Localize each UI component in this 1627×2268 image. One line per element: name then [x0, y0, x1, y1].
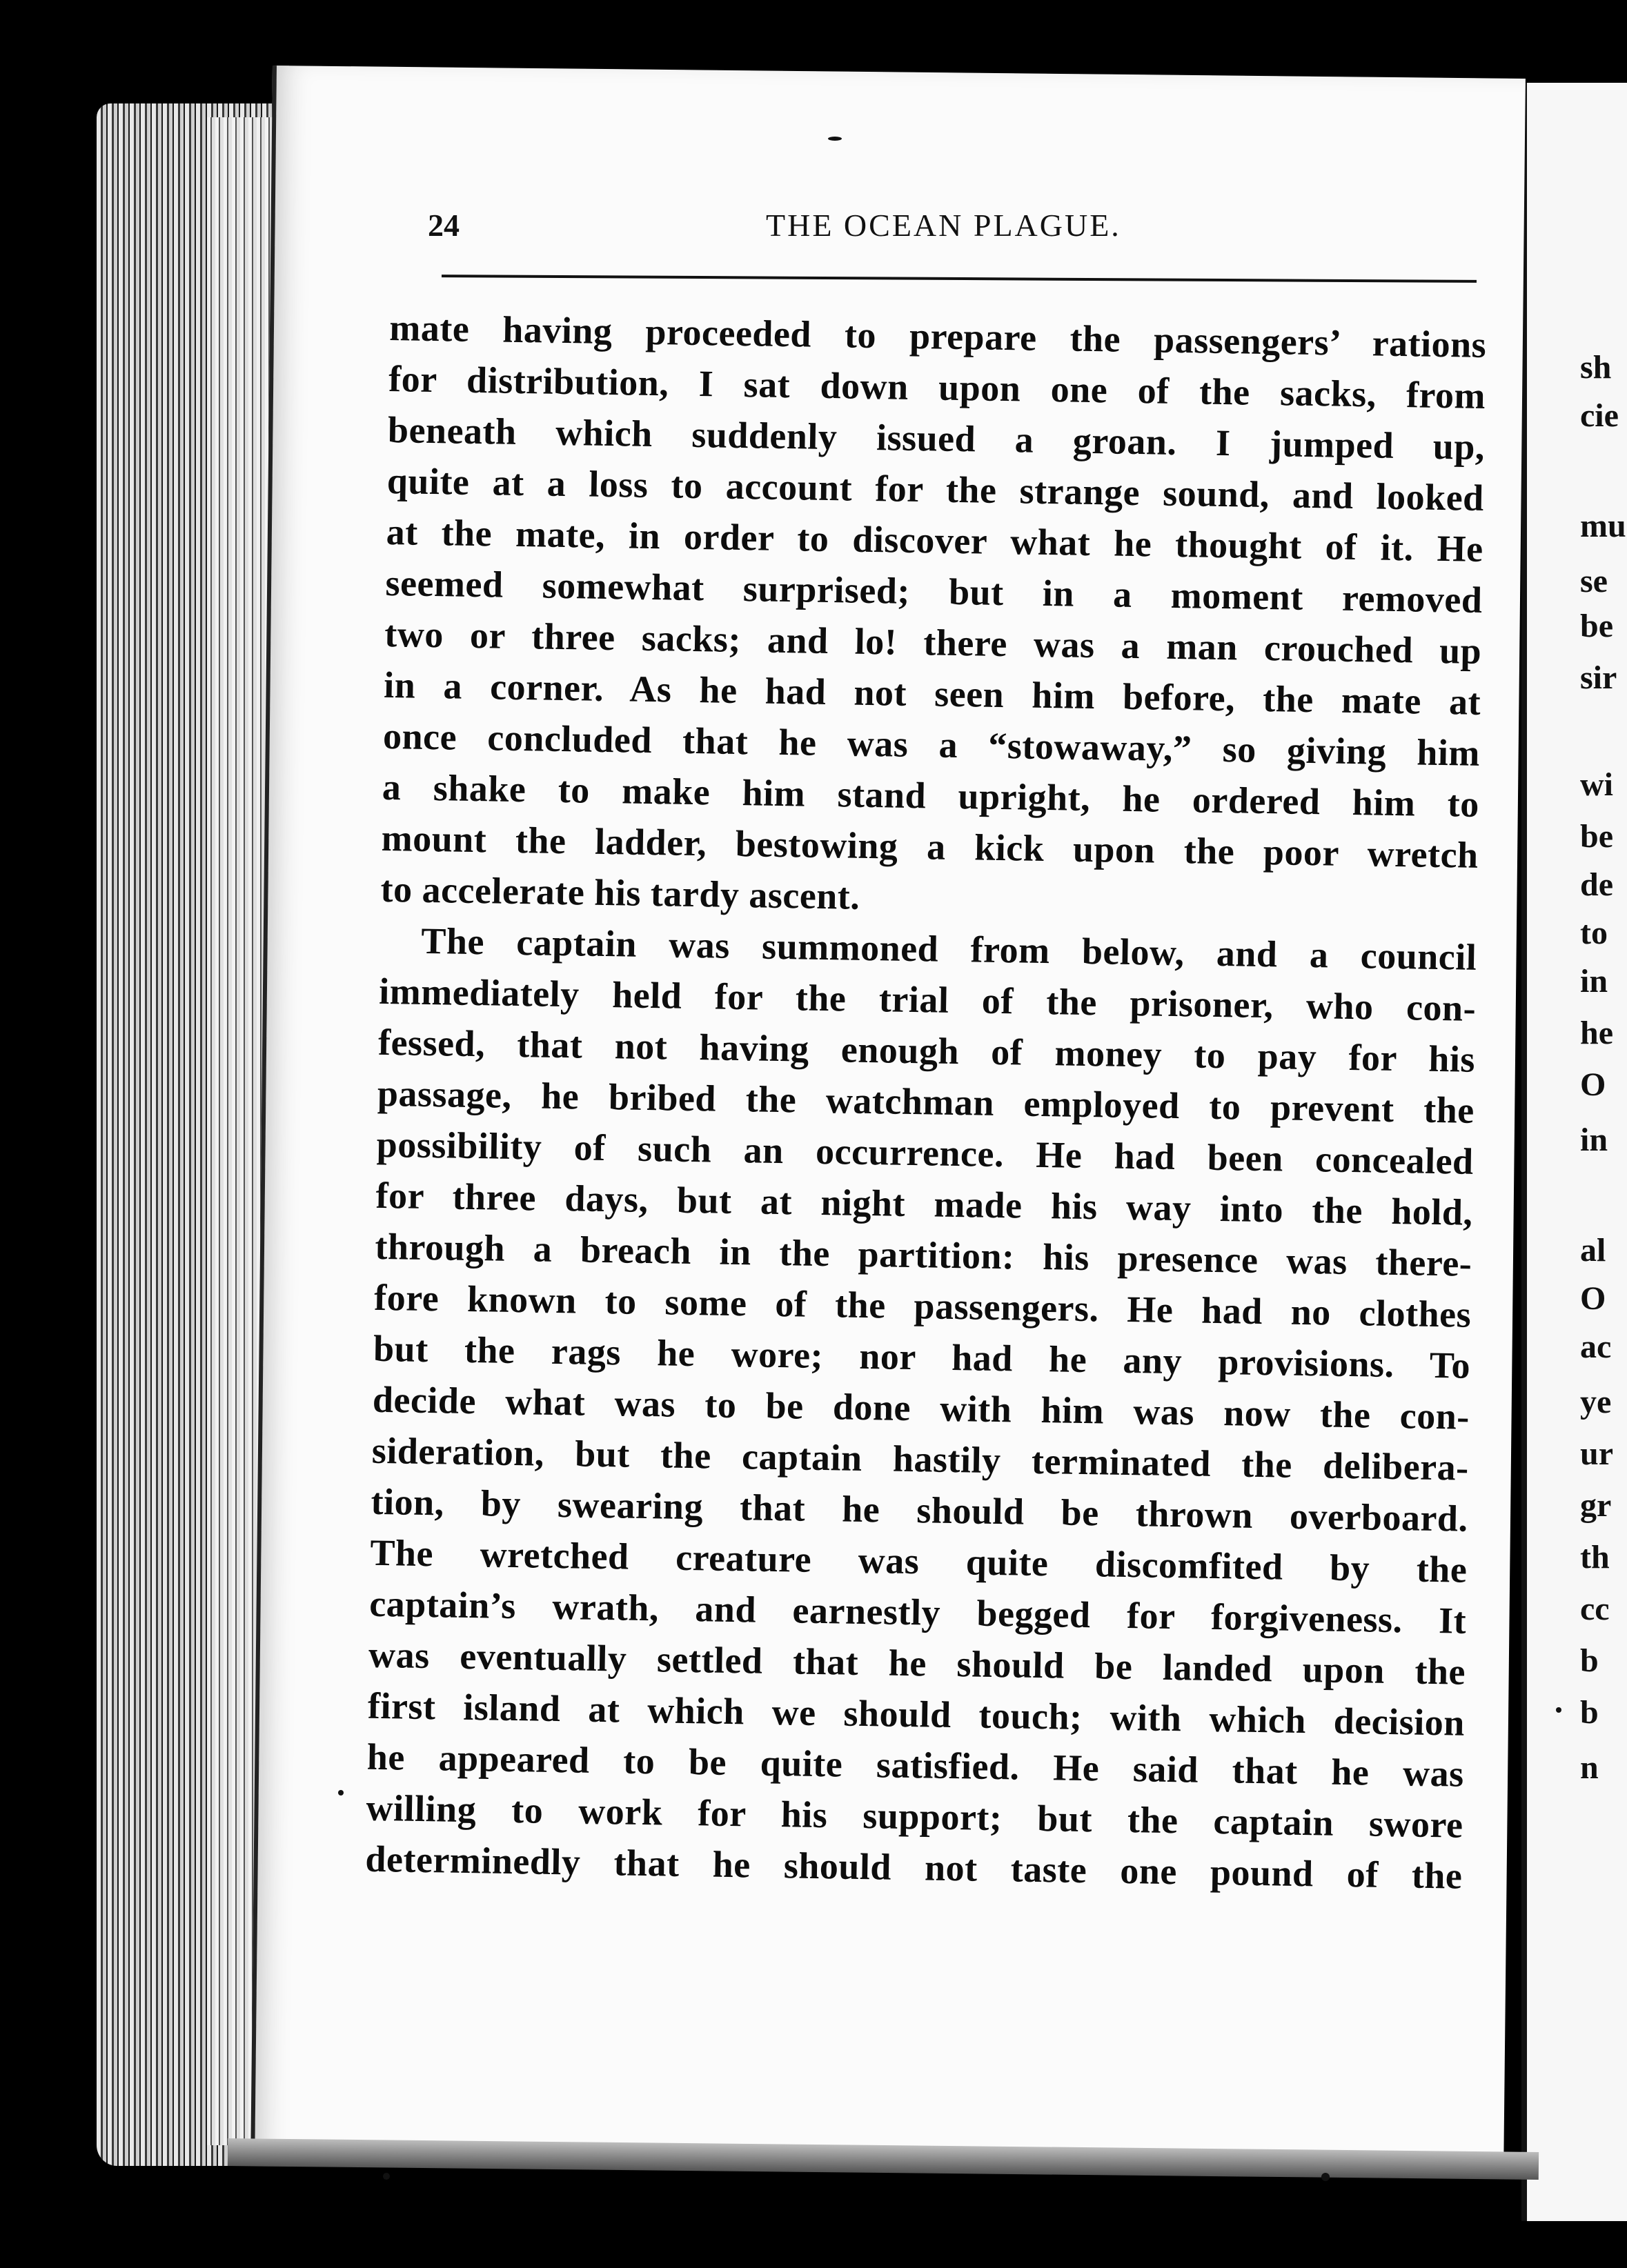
text-line: decide what was to be done with him was now the con-: [372, 1378, 1470, 1438]
facing-page-fragment: wi: [1580, 766, 1613, 803]
speck: [338, 1790, 344, 1796]
facing-page-fragment: ac: [1580, 1329, 1612, 1365]
facing-page-fragment: th: [1580, 1539, 1610, 1575]
facing-page-fragment: sir: [1580, 659, 1617, 696]
text-line: captain’s wrath, and earnestly begged for forgiveness. It: [368, 1582, 1467, 1642]
facing-page-fragment: ye: [1580, 1384, 1612, 1420]
text-line: fessed, that not having enough of money to pay for his: [377, 1021, 1476, 1080]
page-number: 24: [428, 208, 460, 243]
text-line: but the rags he wore; nor had he any provisions. To: [373, 1327, 1471, 1386]
facing-page-fragment: sh: [1580, 349, 1612, 386]
running-title: THE OCEAN PLAGUE.: [766, 208, 1121, 243]
page-header: [428, 207, 1470, 255]
text-line: mount the ladder, bestowing a kick upon the poor wretch: [381, 817, 1479, 876]
text-line: immediately held for the trial of the prisoner, who con-: [378, 970, 1477, 1029]
text-line: determinedly that he should not taste one pound of the: [365, 1838, 1463, 1897]
facing-page-fragment: cie: [1580, 397, 1619, 434]
speck: [1321, 2173, 1330, 2181]
facing-page-fragment: in: [1580, 1122, 1608, 1158]
text-line: a shake to make him stand upright, he ordered him to: [382, 766, 1480, 825]
text-line: for distribution, I sat down upon one of the sacks, from: [388, 357, 1486, 417]
paragraph-start-line: The captain was summoned from below, and a council: [420, 919, 1477, 978]
text-line: possibility of such an occurrence. He had been concealed: [376, 1123, 1475, 1182]
facing-page-fragment: mu: [1580, 508, 1626, 544]
facing-page-fragment: de: [1580, 866, 1613, 903]
facing-page-fragment: al: [1580, 1232, 1606, 1269]
text-line: first island at which we should touch; with which decision: [367, 1684, 1466, 1744]
text-line: was eventually settled that he should be landed upon the: [368, 1633, 1466, 1693]
facing-page-fragment: in: [1580, 963, 1608, 999]
facing-page-fragment: cc: [1580, 1591, 1610, 1627]
facing-page-fragment: be: [1580, 608, 1613, 644]
text-line: for three days, but at night made his way into the hold,: [375, 1174, 1473, 1233]
facing-page-fragment: b: [1580, 1694, 1599, 1731]
speck: [1556, 1707, 1561, 1713]
text-line: passage, he bribed the watchman employed to prevent the: [377, 1072, 1475, 1131]
text-line: quite at a loss to account for the strange sound, and looked: [386, 459, 1485, 519]
text-line: in a corner. As he had not seen him before, the mate at: [383, 664, 1481, 723]
facing-page-fragment: O: [1580, 1066, 1606, 1103]
text-line: fore known to some of the passengers. He had no clothes: [373, 1276, 1472, 1335]
text-line: tion, by swearing that he should be thrown overboard.: [371, 1480, 1468, 1540]
text-line: he appeared to be quite satisfied. He said that he was: [366, 1735, 1465, 1795]
text-line: The wretched creature was quite discomfited by the: [370, 1531, 1468, 1591]
speck: [828, 137, 842, 141]
facing-page-fragment: b: [1580, 1642, 1599, 1679]
text-line: beneath which suddenly issued a groan. I jumped up,: [387, 408, 1486, 468]
facing-page-fragment: be: [1580, 818, 1613, 855]
facing-page-fragment: ur: [1580, 1435, 1613, 1472]
text-line: to accelerate his tardy ascent.: [380, 868, 860, 917]
text-line: mate having proceeded to prepare the passengers’ rations: [388, 306, 1487, 366]
text-line: at the mate, in order to discover what he thought of it. He: [386, 510, 1484, 570]
facing-page-fragment: to: [1580, 915, 1608, 951]
text-line: once concluded that he was a “stowaway,” so giving him: [382, 715, 1481, 774]
text-line: willing to work for his support; but the captain swore: [366, 1787, 1463, 1846]
text-line: seemed somewhat surprised; but in a moment removed: [385, 561, 1483, 621]
facing-page-fragment: se: [1580, 563, 1608, 599]
facing-page-fragment: gr: [1580, 1487, 1612, 1524]
text-line: through a breach in the partition: his presence was there-: [375, 1225, 1472, 1284]
facing-page-fragment: he: [1580, 1015, 1613, 1051]
facing-page-fragment: O: [1580, 1280, 1606, 1317]
body-text: [365, 302, 1487, 1902]
text-line: sideration, but the captain hastily terminated the delibera-: [371, 1429, 1470, 1489]
text-line: two or three sacks; and lo! there was a man crouched up: [384, 613, 1482, 672]
facing-page-fragment: n: [1580, 1749, 1599, 1786]
speck: [383, 2173, 390, 2180]
